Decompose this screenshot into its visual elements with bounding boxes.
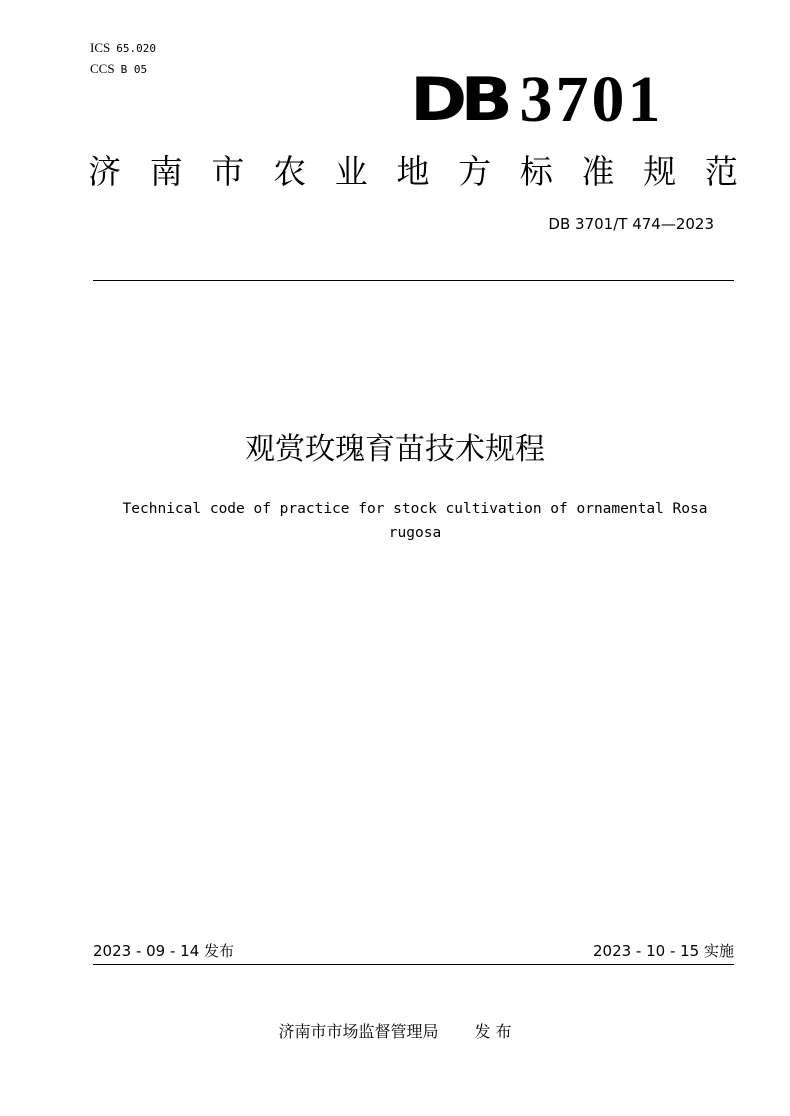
standard-type-char: 济 <box>88 152 121 191</box>
document-title-cn: 观赏玫瑰育苗技术规程 <box>245 432 545 467</box>
footer-divider <box>93 964 734 965</box>
ics-label: ICS <box>90 40 111 55</box>
standard-type-char: 规 <box>643 152 677 191</box>
standard-number: DB 3701/T 474—2023 <box>548 215 714 233</box>
ccs-value: B 05 <box>120 63 148 76</box>
standard-type-char: 农 <box>273 152 307 191</box>
db-logo-mark <box>410 63 664 136</box>
classification-codes <box>90 38 156 80</box>
db-letters: DB <box>410 65 507 135</box>
standard-type-char: 业 <box>334 152 368 191</box>
standard-type-char: 地 <box>396 152 430 191</box>
implementation-date: 2023 - 10 - 15 实施 <box>592 942 734 960</box>
issuer-action: 发 布 <box>474 1022 512 1041</box>
standard-type-heading <box>88 150 738 194</box>
standard-type-char: 市 <box>211 152 245 191</box>
document-title-en: Technical code of practice for stock cultivation of ornamental Rosa rugosa <box>122 501 708 541</box>
standard-type-char: 南 <box>149 152 183 191</box>
standard-type-char: 标 <box>519 152 553 191</box>
standard-type-char: 准 <box>581 152 615 191</box>
db-region-number: 3701 <box>519 63 664 136</box>
issuing-authority <box>0 1019 790 1042</box>
issuer-name: 济南市市场监督管理局 <box>278 1022 439 1041</box>
ccs-label: CCS <box>90 61 115 76</box>
ics-value: 65.020 <box>116 42 156 55</box>
ics-code <box>90 38 156 59</box>
header-divider <box>93 280 734 281</box>
ccs-code <box>90 59 156 80</box>
standard-type-char: 方 <box>458 152 492 191</box>
issue-date: 2023 - 09 - 14 发布 <box>93 942 235 960</box>
standard-type-char: 范 <box>704 152 738 191</box>
